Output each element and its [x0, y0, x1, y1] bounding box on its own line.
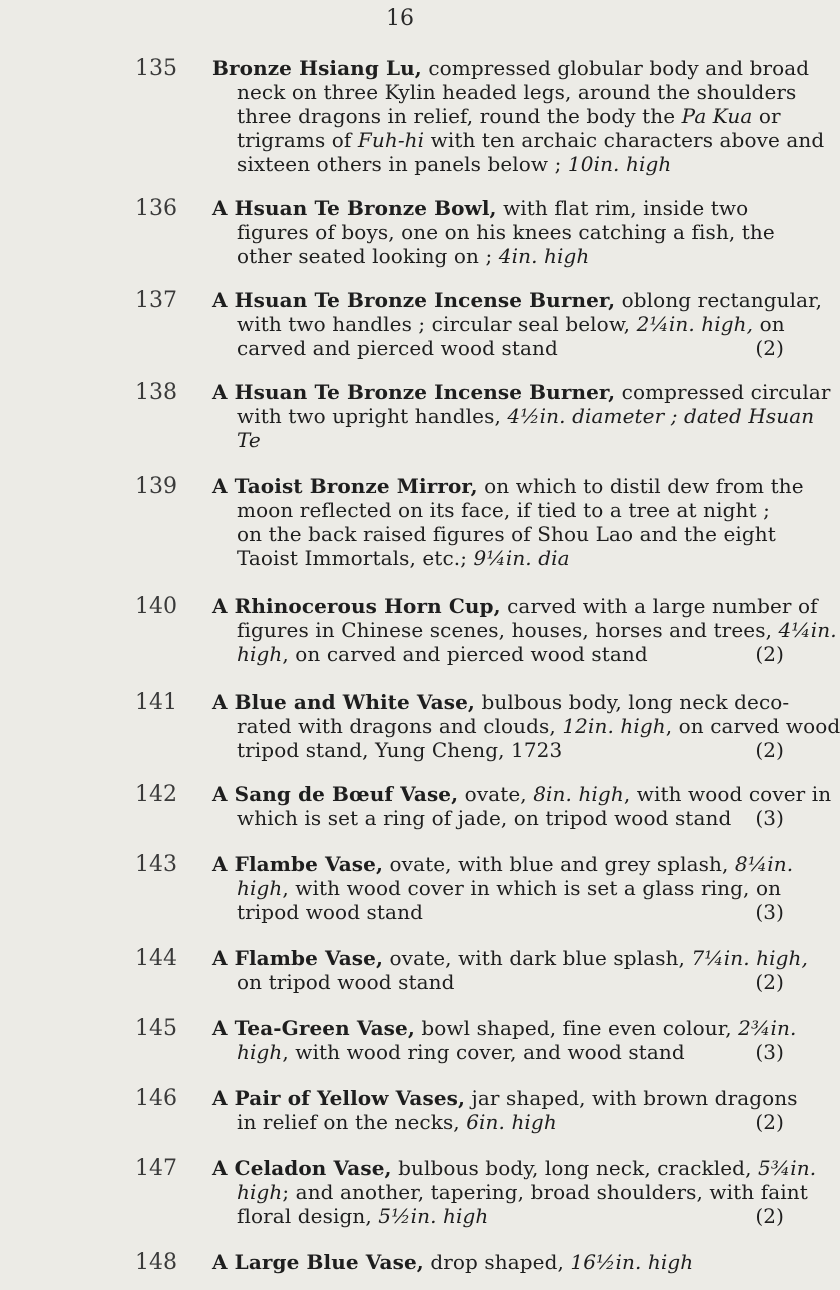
lot-number: 138	[135, 380, 177, 405]
lot-description: A Flambe Vase, ovate, with dark blue splash, 7¼in. high, on tripod wood stand (2)	[212, 946, 808, 994]
lot-title: A Pair of Yellow Vases,	[212, 1086, 466, 1110]
quantity: (2)	[755, 336, 784, 360]
lot-title: A Flambe Vase,	[212, 946, 384, 970]
lot-number: 148	[135, 1250, 177, 1275]
lot-description: Bronze Hsiang Lu, compressed globular body and broad neck on three Kylin headed legs, around the shoulders three dragons in relief, round the body the Pa Kua or trigrams of Fuh-hi with ten archaic characters above and sixteen others in panels below ; 10in. high	[212, 56, 825, 176]
lot-number: 140	[135, 594, 177, 619]
lot-description: A Celadon Vase, bulbous body, long neck, crackled, 5¾in. high; and another, tapering, broad shoulders, with faint floral design, 5½in. high (2)	[212, 1156, 817, 1228]
lot-number: 137	[135, 288, 177, 313]
page-number: 16	[386, 6, 414, 31]
lot-number: 144	[135, 946, 177, 971]
lot-number: 145	[135, 1016, 177, 1041]
lot-description: A Rhinocerous Horn Cup, carved with a large number of figures in Chinese scenes, houses, horses and trees, 4¼in. high, on carved and pierced wood stand (2)	[212, 594, 837, 666]
lot-description: A Blue and White Vase, bulbous body, long neck deco- rated with dragons and clouds, 12in. high, on carved wood tripod stand, Yung Cheng, 1723 (2)	[212, 690, 840, 762]
lot-title: A Flambe Vase,	[212, 852, 384, 876]
lot-number: 139	[135, 474, 177, 499]
lot-number: 143	[135, 852, 177, 877]
lot-number: 146	[135, 1086, 177, 1111]
lot-description: A Flambe Vase, ovate, with blue and grey splash, 8¼in. high, with wood cover in which is set a glass ring, on tripod wood stand (3)	[212, 852, 794, 924]
lot-description: A Sang de Bœuf Vase, ovate, 8in. high, with wood cover in which is set a ring of jade, on tripod wood stand (3)	[212, 782, 832, 830]
lot-title: A Hsuan Te Bronze Incense Burner,	[212, 288, 616, 312]
lot-title: A Hsuan Te Bronze Incense Burner,	[212, 380, 616, 404]
quantity: (2)	[755, 642, 784, 666]
lot-number: 136	[135, 196, 177, 221]
lot-title: A Blue and White Vase,	[212, 690, 475, 714]
lot-description: A Large Blue Vase, drop shaped, 16½in. high	[212, 1250, 694, 1274]
quantity: (2)	[755, 970, 784, 994]
quantity: (3)	[755, 806, 784, 830]
lot-number: 141	[135, 690, 177, 715]
lot-number: 135	[135, 56, 177, 81]
lot-title: A Taoist Bronze Mirror,	[212, 474, 478, 498]
lot-description: A Pair of Yellow Vases, jar shaped, with brown dragons in relief on the necks, 6in. high (2)	[212, 1086, 798, 1134]
quantity: (2)	[755, 738, 784, 762]
lot-title: A Sang de Bœuf Vase,	[212, 782, 459, 806]
lot-description: A Hsuan Te Bronze Incense Burner, compressed circular with two upright handles, 4½in. diameter ; dated Hsuan Te	[212, 380, 831, 452]
lot-description: A Tea-Green Vase, bowl shaped, fine even colour, 2¾in. high, with wood ring cover, and wood stand (3)	[212, 1016, 797, 1064]
lot-number: 142	[135, 782, 177, 807]
quantity: (3)	[755, 900, 784, 924]
lot-title: Bronze Hsiang Lu,	[212, 56, 422, 80]
lot-description: A Hsuan Te Bronze Bowl, with flat rim, inside two figures of boys, one on his knees catching a fish, the other seated looking on ; 4in. high	[212, 196, 775, 268]
lot-title: A Hsuan Te Bronze Bowl,	[212, 196, 497, 220]
lot-title: A Rhinocerous Horn Cup,	[212, 594, 501, 618]
quantity: (2)	[755, 1110, 784, 1134]
lot-title: A Tea-Green Vase,	[212, 1016, 415, 1040]
lot-number: 147	[135, 1156, 177, 1181]
quantity: (3)	[755, 1040, 784, 1064]
lot-title: A Large Blue Vase,	[212, 1250, 424, 1274]
lot-description: A Taoist Bronze Mirror, on which to distil dew from the moon reflected on its face, if tied to a tree at night ; on the back raised figures of Shou Lao and the eight Taoist Immortals, etc.; 9¼in. dia	[212, 474, 804, 570]
quantity: (2)	[755, 1204, 784, 1228]
lot-description: A Hsuan Te Bronze Incense Burner, oblong rectangular, with two handles ; circular seal below, 2¼in. high, on carved and pierced wood stand (2)	[212, 288, 823, 360]
lot-title: A Celadon Vase,	[212, 1156, 392, 1180]
